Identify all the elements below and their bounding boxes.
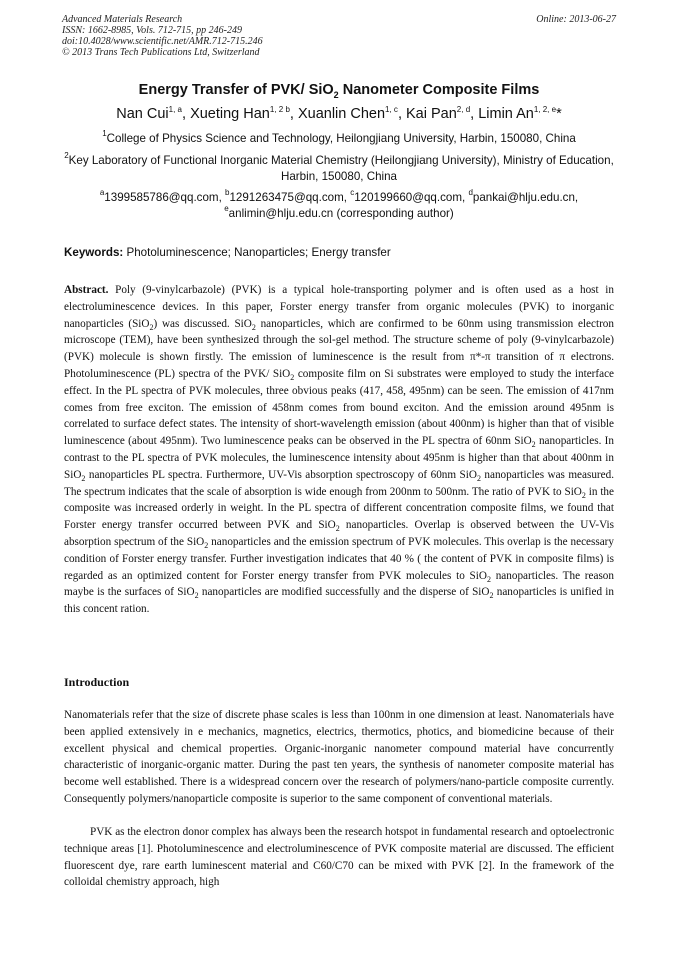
email-corresponding[interactable]: $^e$anlimin@hlju.edu.cn (corresponding author) — [224, 204, 454, 220]
author: Xueting Han$^{1, 2 b}$, — [190, 105, 298, 122]
author-emails — [60, 190, 618, 222]
title-subscript: 2 — [333, 89, 339, 100]
section-heading-introduction: Introduction — [64, 675, 130, 689]
issn-line: ISSN: 1662-8985, Vols. 712-715, pp 246-249 — [62, 25, 242, 36]
author: Kai Pan$^{2, d}$, — [406, 105, 479, 122]
affiliation-2: $^2$Key Laboratory of Functional Inorganic Material Chemistry (Heilongjiang University), Ministry of Education, Harbin, 150080, China — [64, 151, 614, 183]
intro-paragraph-2: PVK as the electron donor complex has always been the research hotspot in fundamental research and optoelectronic technique areas [1]. Photoluminescence and electroluminescence of PVK composite material are discussed. The efficient fluorescent dye, rare earth luminescent material and C60/C70 can be mixed with PVK [2]. In the framework of the colloidal chemistry approach, high — [64, 826, 614, 889]
keywords-label: Keywords: — [64, 246, 124, 259]
abstract-label: Abstract. — [64, 284, 109, 296]
title-part: Energy Transfer of PVK/ SiO — [138, 82, 334, 98]
email[interactable]: $^b$1291263475@qq.com, — [225, 188, 351, 204]
paper-title — [0, 82, 678, 100]
online-date: Online: 2013-06-27 — [536, 14, 616, 25]
title-part: Nanometer Composite Films — [338, 82, 540, 98]
intro-paragraph-1: Nanomaterials refer that the size of discrete phase scales is less than 100nm in one dimension at least. Nanomaterials have been applied extensively in e mechanics, magnetics, electrics, thermotics, photics, and biomedicine because of their excellent physical and chemical properties. Organic-inorganic nanometer compound material have concurrently characteristic of inorganic-organic matter. During the past ten years, the synthesis of nanometer composite material has become well established. There is a widespread concern over the research of polymers/nano-particle composite currently. Consequently polymers/nanoparticle composite is superior to the same component of conventional materials. — [64, 709, 614, 805]
abstract: Abstract. Poly (9-vinylcarbazole) (PVK) is a typical hole-transporting polymer and is often used as a host in electroluminescence devices. In this paper, Forster energy transfer from organic molecules (PVK) to inorganic nanoparticles (SiO$_2$) was discussed. SiO$_2$ nanoparticles, which are confirmed to be 60nm using transmission electron microscope (TEM), have been synthesized through the sol-gel method. The structure scheme of poly (9-vinylcarbazole) (PVK) molecule is shown firstly. The emission of luminescence is the result from π*-π transition of π electrons. Photoluminescence (PL) spectra of the PVK/ SiO$_2$ composite film on Si substrates were employed to study the interface effect. In the PL spectra of PVK molecules, three obvious peaks (417, 458, 495nm) can be seen. The emission of 417nm comes from free exciton. The emission of 458nm comes from bound exciton. And the emission around 495nm is correlated to surface defect states. The intensity of short-wavelength emission (about 400nm) is higher than that of visible luminescence (about 495nm). Two luminescence peaks can be observed in the PL spectra of 60nm SiO$_2$ nanoparticles. In contrast to the PL spectra of PVK molecules, the luminescence intensity about 495nm is higher than that about 400nm in SiO$_2$ nanoparticles PL spectra. Furthermore, UV-Vis absorption spectroscopy of 60nm SiO$_2$ nanoparticles was measured. The spectrum indicates that the scale of absorption is wide enough from 200nm to 500nm. The ratio of PVK to SiO$_2$ in the composite was increased orderly in weight. In the PL spectra of different concentration composite films, we found that Forster energy transfer occurred between PVK and SiO$_2$ nanoparticles. Overlap is observed between the UV-Vis absorption spectrum of the SiO$_2$ nanoparticles and the emission spectrum of PVK molecules. This overlap is the necessary condition of Forster energy transfer. Further investigation indicates that 40 % ( the content of PVK in composite films) is regarded as an optimized content for Forster energy transfer from PVK molecules to SiO$_2$ nanoparticles. The reason maybe is the surfaces of SiO$_2$ nanoparticles are modified successfully and the disperse of SiO$_2$ nanoparticles is unified in this concent ration. — [64, 284, 615, 616]
doi-line[interactable]: doi:10.4028/www.scientific.net/AMR.712-715.246 — [62, 36, 263, 47]
email[interactable]: $^a$1399585786@qq.com, — [99, 188, 226, 204]
copyright-line: © 2013 Trans Tech Publications Ltd, Switzerland — [62, 47, 260, 58]
keywords-text: Photoluminescence; Nanoparticles; Energy transfer — [123, 246, 391, 259]
keywords — [64, 246, 624, 259]
author: Limin An$^{1, 2, e}$* — [478, 105, 562, 122]
email[interactable]: $^c$120199660@qq.com, — [350, 188, 469, 204]
email[interactable]: $^d$pankai@hlju.edu.cn, — [468, 188, 579, 204]
author: Nan Cui$^{1, a}$, — [116, 105, 191, 122]
affiliation-1: $^1$College of Physics Science and Technology, Heilongjiang University, Harbin, 150080, China — [102, 129, 576, 145]
journal-name: Advanced Materials Research — [62, 14, 183, 25]
author-list — [0, 106, 678, 122]
journal-header — [62, 14, 616, 58]
author: Xuanlin Chen$^{1, c}$, — [297, 105, 406, 122]
